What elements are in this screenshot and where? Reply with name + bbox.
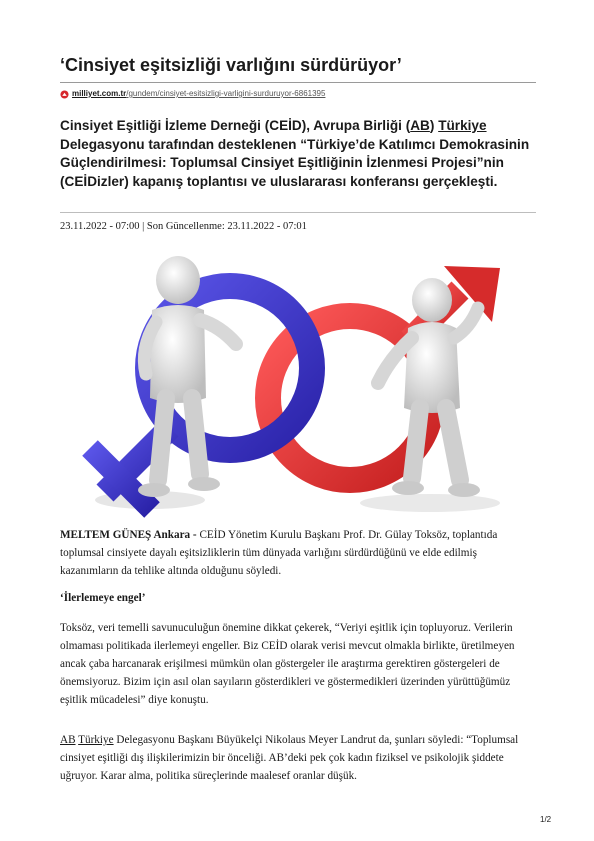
paragraph-1-text: CEİD Yönetim Kurulu Başkanı Prof. Dr. Gülay Toksöz, toplantıda toplumsal cinsiyete dayalı eşitsizliklerin tüm dünyada varlığını sürdürdüğünü ve elde edilmiş kazanımların da tehlike altında olduğunu söyledi. xyxy=(60,529,498,577)
source-path[interactable]: /gundem/cinsiyet-esitsizligi-varligini-surduruyor-6861395 xyxy=(126,89,326,98)
lead-text: Cinsiyet Eşitliği İzleme Derneği (CEİD), Avrupa Birliği ( xyxy=(60,118,411,133)
paragraph-3-text: Delegasyonu Başkanı Büyükelçi Nikolaus Meyer Landrut da, şunları söyledi: “Toplumsal cinsiyet eşitliği dış ilişkilerimizin bir önceliği. AB’deki pek çok kadın fiziksel ve psikolojik şiddete uğruyor. Karar alma, politika süreçlerinde maalesef oranlar düşük. xyxy=(60,734,519,782)
article-lead xyxy=(60,117,538,191)
lead-text: ) xyxy=(429,118,439,133)
source-url[interactable] xyxy=(60,88,325,100)
publish-dateline: 23.11.2022 - 07:00 | Son Güncellenme: 23.11.2022 - 07:01 xyxy=(60,221,307,232)
paragraph-1 xyxy=(60,526,538,580)
gender-symbols-figures-image xyxy=(60,248,536,518)
site-favicon-icon xyxy=(60,90,69,99)
lead-link-turkiye[interactable]: Türkiye xyxy=(438,118,487,133)
article-image xyxy=(60,248,536,518)
lead-text: Delegasyonu tarafından desteklenen “Türkiye’de Katılımcı Demokrasinin Güçlendirilmesi: Toplumsal Cinsiyet Eşitliğinin İzlenmesi Projesi”nin (CEİDizler) kapanış toplantısı ve uluslararası konferansı gerçekleşti. xyxy=(60,136,530,189)
title-divider xyxy=(60,82,536,83)
article-title: ‘Cinsiyet eşitsizliği varlığını sürdürüyor’ xyxy=(60,55,402,75)
byline: MELTEM GÜNEŞ Ankara - xyxy=(60,529,197,541)
page-number: 1/2 xyxy=(540,815,552,824)
lead-divider xyxy=(60,212,536,213)
subheading: ‘İlerlemeye engel’ xyxy=(60,592,146,604)
paragraph-3-link-turkiye[interactable]: Türkiye xyxy=(78,734,114,746)
paragraph-3-link-ab[interactable]: AB xyxy=(60,734,76,746)
source-domain[interactable]: milliyet.com.tr xyxy=(72,89,127,98)
lead-link-ab[interactable]: AB xyxy=(410,118,430,133)
paragraph-3 xyxy=(60,731,538,785)
paragraph-2: Toksöz, veri temelli savunuculuğun önemine dikkat çekerek, “Veriyi eşitlik için topluyoruz. Verilerin olmaması politikada ilerlemeyi engeller. Biz CEİD olarak verisi mevcut olmakla birlikte, üretilmeyen ancak çaba harcanarak erişilmesi mümkün olan göstergeler ile araştırma gerektiren göstergeleri de önemsiyoruz. Bizim için asıl olan sayıların gösterdikleri ve göstermedikleri üzerinden yürüttüğümüz eşitlik mücadelesi” diye konuştu. xyxy=(60,622,515,706)
